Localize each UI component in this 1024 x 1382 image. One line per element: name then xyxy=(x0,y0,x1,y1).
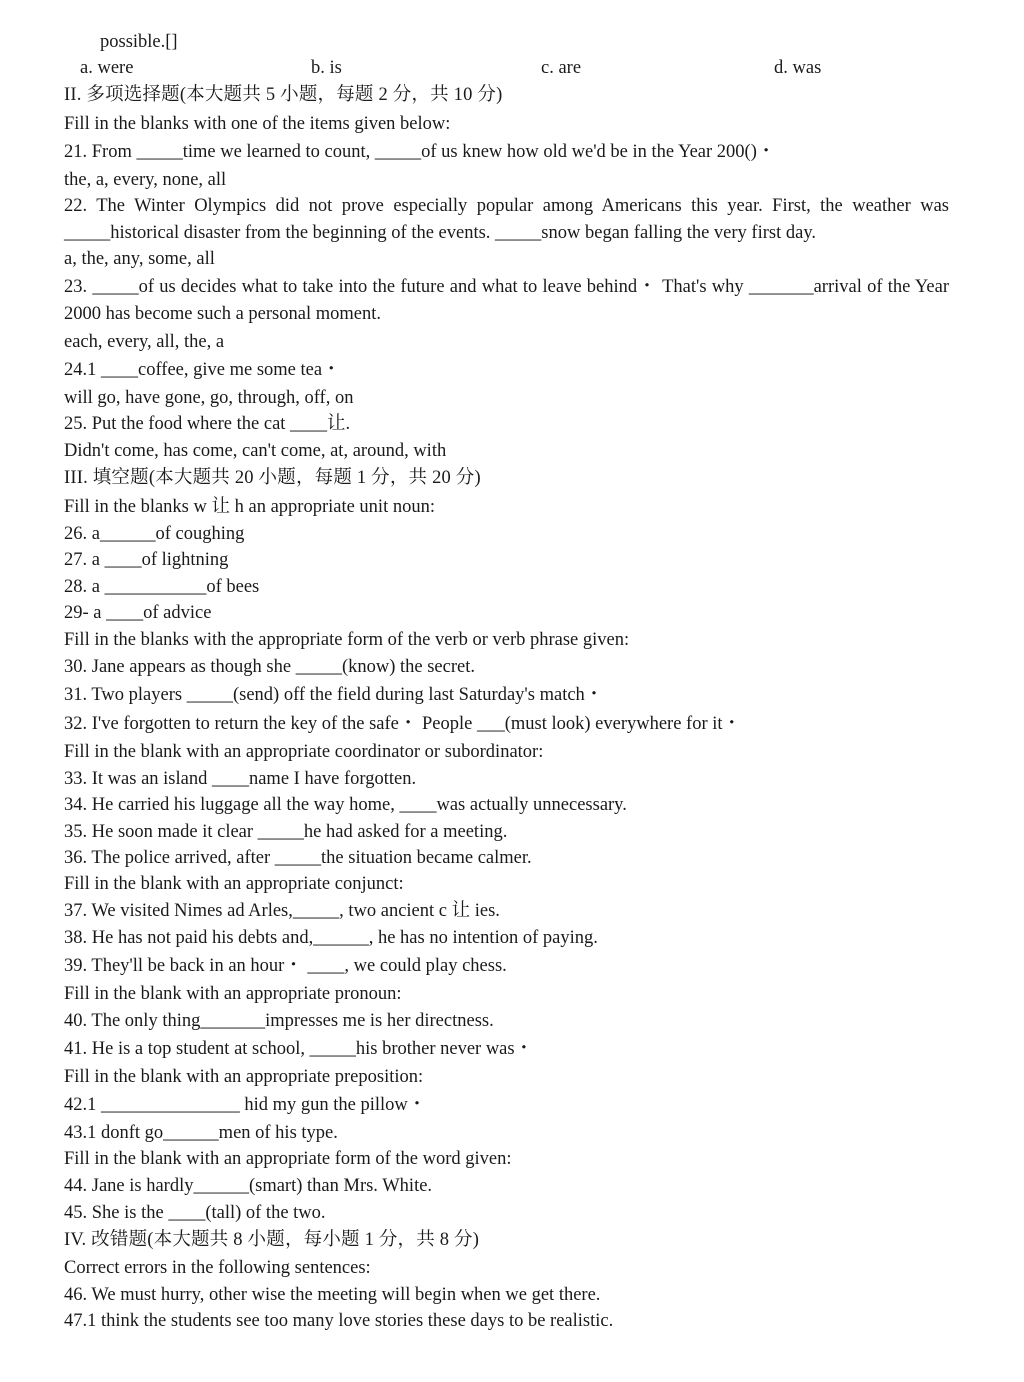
question-39: 39. They'll be back in an hour・ ____, we could play chess. xyxy=(64,956,507,976)
question-32: 32. I've forgotten to return the key of the safe・ People ___(must look) everywhere for it・ xyxy=(64,714,742,734)
question-25: 25. Put the food where the cat ____让. xyxy=(64,414,351,434)
question-28: 28. a ___________of bees xyxy=(64,577,260,597)
question-24: 24.1 ____coffee, give me some tea・ xyxy=(64,360,341,380)
question-23: 23. _____of us decides what to take into the future and what to leave behind・ That's why _______arrival of the Year 2000 has become such a personal moment. xyxy=(64,277,949,324)
question-27: 27. a ____of lightning xyxy=(64,550,229,570)
question-36: 36. The police arrived, after _____the situation became calmer. xyxy=(64,848,532,868)
word-options-25: Didn't come, has come, can't come, at, around, with xyxy=(64,441,447,461)
question-47: 47.1 think the students see too many love stories these days to be realistic. xyxy=(64,1311,614,1331)
instruction-line: Fill in the blank with an appropriate preposition: xyxy=(64,1067,424,1087)
question-41: 41. He is a top student at school, _____his brother never was・ xyxy=(64,1039,534,1059)
question-22: 22. The Winter Olympics did not prove especially popular among Americans this year. First, the weather was _____historical disaster from the beginning of the events. _____snow began falling the very first day. xyxy=(64,196,949,243)
question-37: 37. We visited Nimes ad Arles,_____, two ancient c 让 ies. xyxy=(64,901,500,921)
question-31: 31. Two players _____(send) off the field during last Saturday's match・ xyxy=(64,685,604,705)
question-45: 45. She is the ____(tall) of the two. xyxy=(64,1203,326,1223)
question-26: 26. a______of coughing xyxy=(64,524,245,544)
section-heading-iii: III. 填空题(本大题共 20 小题，每题 1 分，共 20 分) xyxy=(64,468,481,488)
question-33: 33. It was an island ____name I have forgotten. xyxy=(64,769,417,789)
question-38: 38. He has not paid his debts and,______, he has no intention of paying. xyxy=(64,928,598,948)
question-43: 43.1 donft go______men of his type. xyxy=(64,1123,338,1143)
option-b: b. is xyxy=(311,58,342,78)
question-34: 34. He carried his luggage all the way home, ____was actually unnecessary. xyxy=(64,795,627,815)
question-29: 29- a ____of advice xyxy=(64,603,212,623)
option-d: d. was xyxy=(774,58,822,78)
question-21: 21. From _____time we learned to count, _____of us knew how old we'd be in the Year 200()・ xyxy=(64,142,776,162)
instruction-line: Correct errors in the following sentences: xyxy=(64,1258,371,1278)
question-30: 30. Jane appears as though she _____(know) the secret. xyxy=(64,657,475,677)
question-35: 35. He soon made it clear _____he had asked for a meeting. xyxy=(64,822,508,842)
question-44: 44. Jane is hardly______(smart) than Mrs. White. xyxy=(64,1176,433,1196)
instruction-line: Fill in the blanks with the appropriate form of the verb or verb phrase given: xyxy=(64,630,630,650)
instruction-line: Fill in the blanks with one of the items given below: xyxy=(64,114,451,134)
word-options-21: the, a, every, none, all xyxy=(64,170,227,190)
section-heading-ii: II. 多项选择题(本大题共 5 小题，每题 2 分，共 10 分) xyxy=(64,85,503,105)
question-40: 40. The only thing_______impresses me is her directness. xyxy=(64,1011,494,1031)
word-options-24: will go, have gone, go, through, off, on xyxy=(64,388,354,408)
option-a: a. were xyxy=(80,58,134,78)
question-46: 46. We must hurry, other wise the meeting will begin when we get there. xyxy=(64,1285,601,1305)
instruction-line: Fill in the blank with an appropriate pronoun: xyxy=(64,984,402,1004)
instruction-line: Fill in the blank with an appropriate coordinator or subordinator: xyxy=(64,742,544,762)
word-options-22: a, the, any, some, all xyxy=(64,249,215,269)
word-options-23: each, every, all, the, a xyxy=(64,332,225,352)
instruction-line: Fill in the blank with an appropriate conjunct: xyxy=(64,874,404,894)
section-heading-iv: IV. 改错题(本大题共 8 小题，每小题 1 分，共 8 分) xyxy=(64,1230,480,1250)
question-42: 42.1 _______________ hid my gun the pillow・ xyxy=(64,1095,427,1115)
option-c: c. are xyxy=(541,58,582,78)
instruction-line: Fill in the blank with an appropriate form of the word given: xyxy=(64,1149,512,1169)
instruction-line: Fill in the blanks w 让 h an appropriate unit noun: xyxy=(64,497,435,517)
continued-question-text: possible.[] xyxy=(100,32,178,52)
